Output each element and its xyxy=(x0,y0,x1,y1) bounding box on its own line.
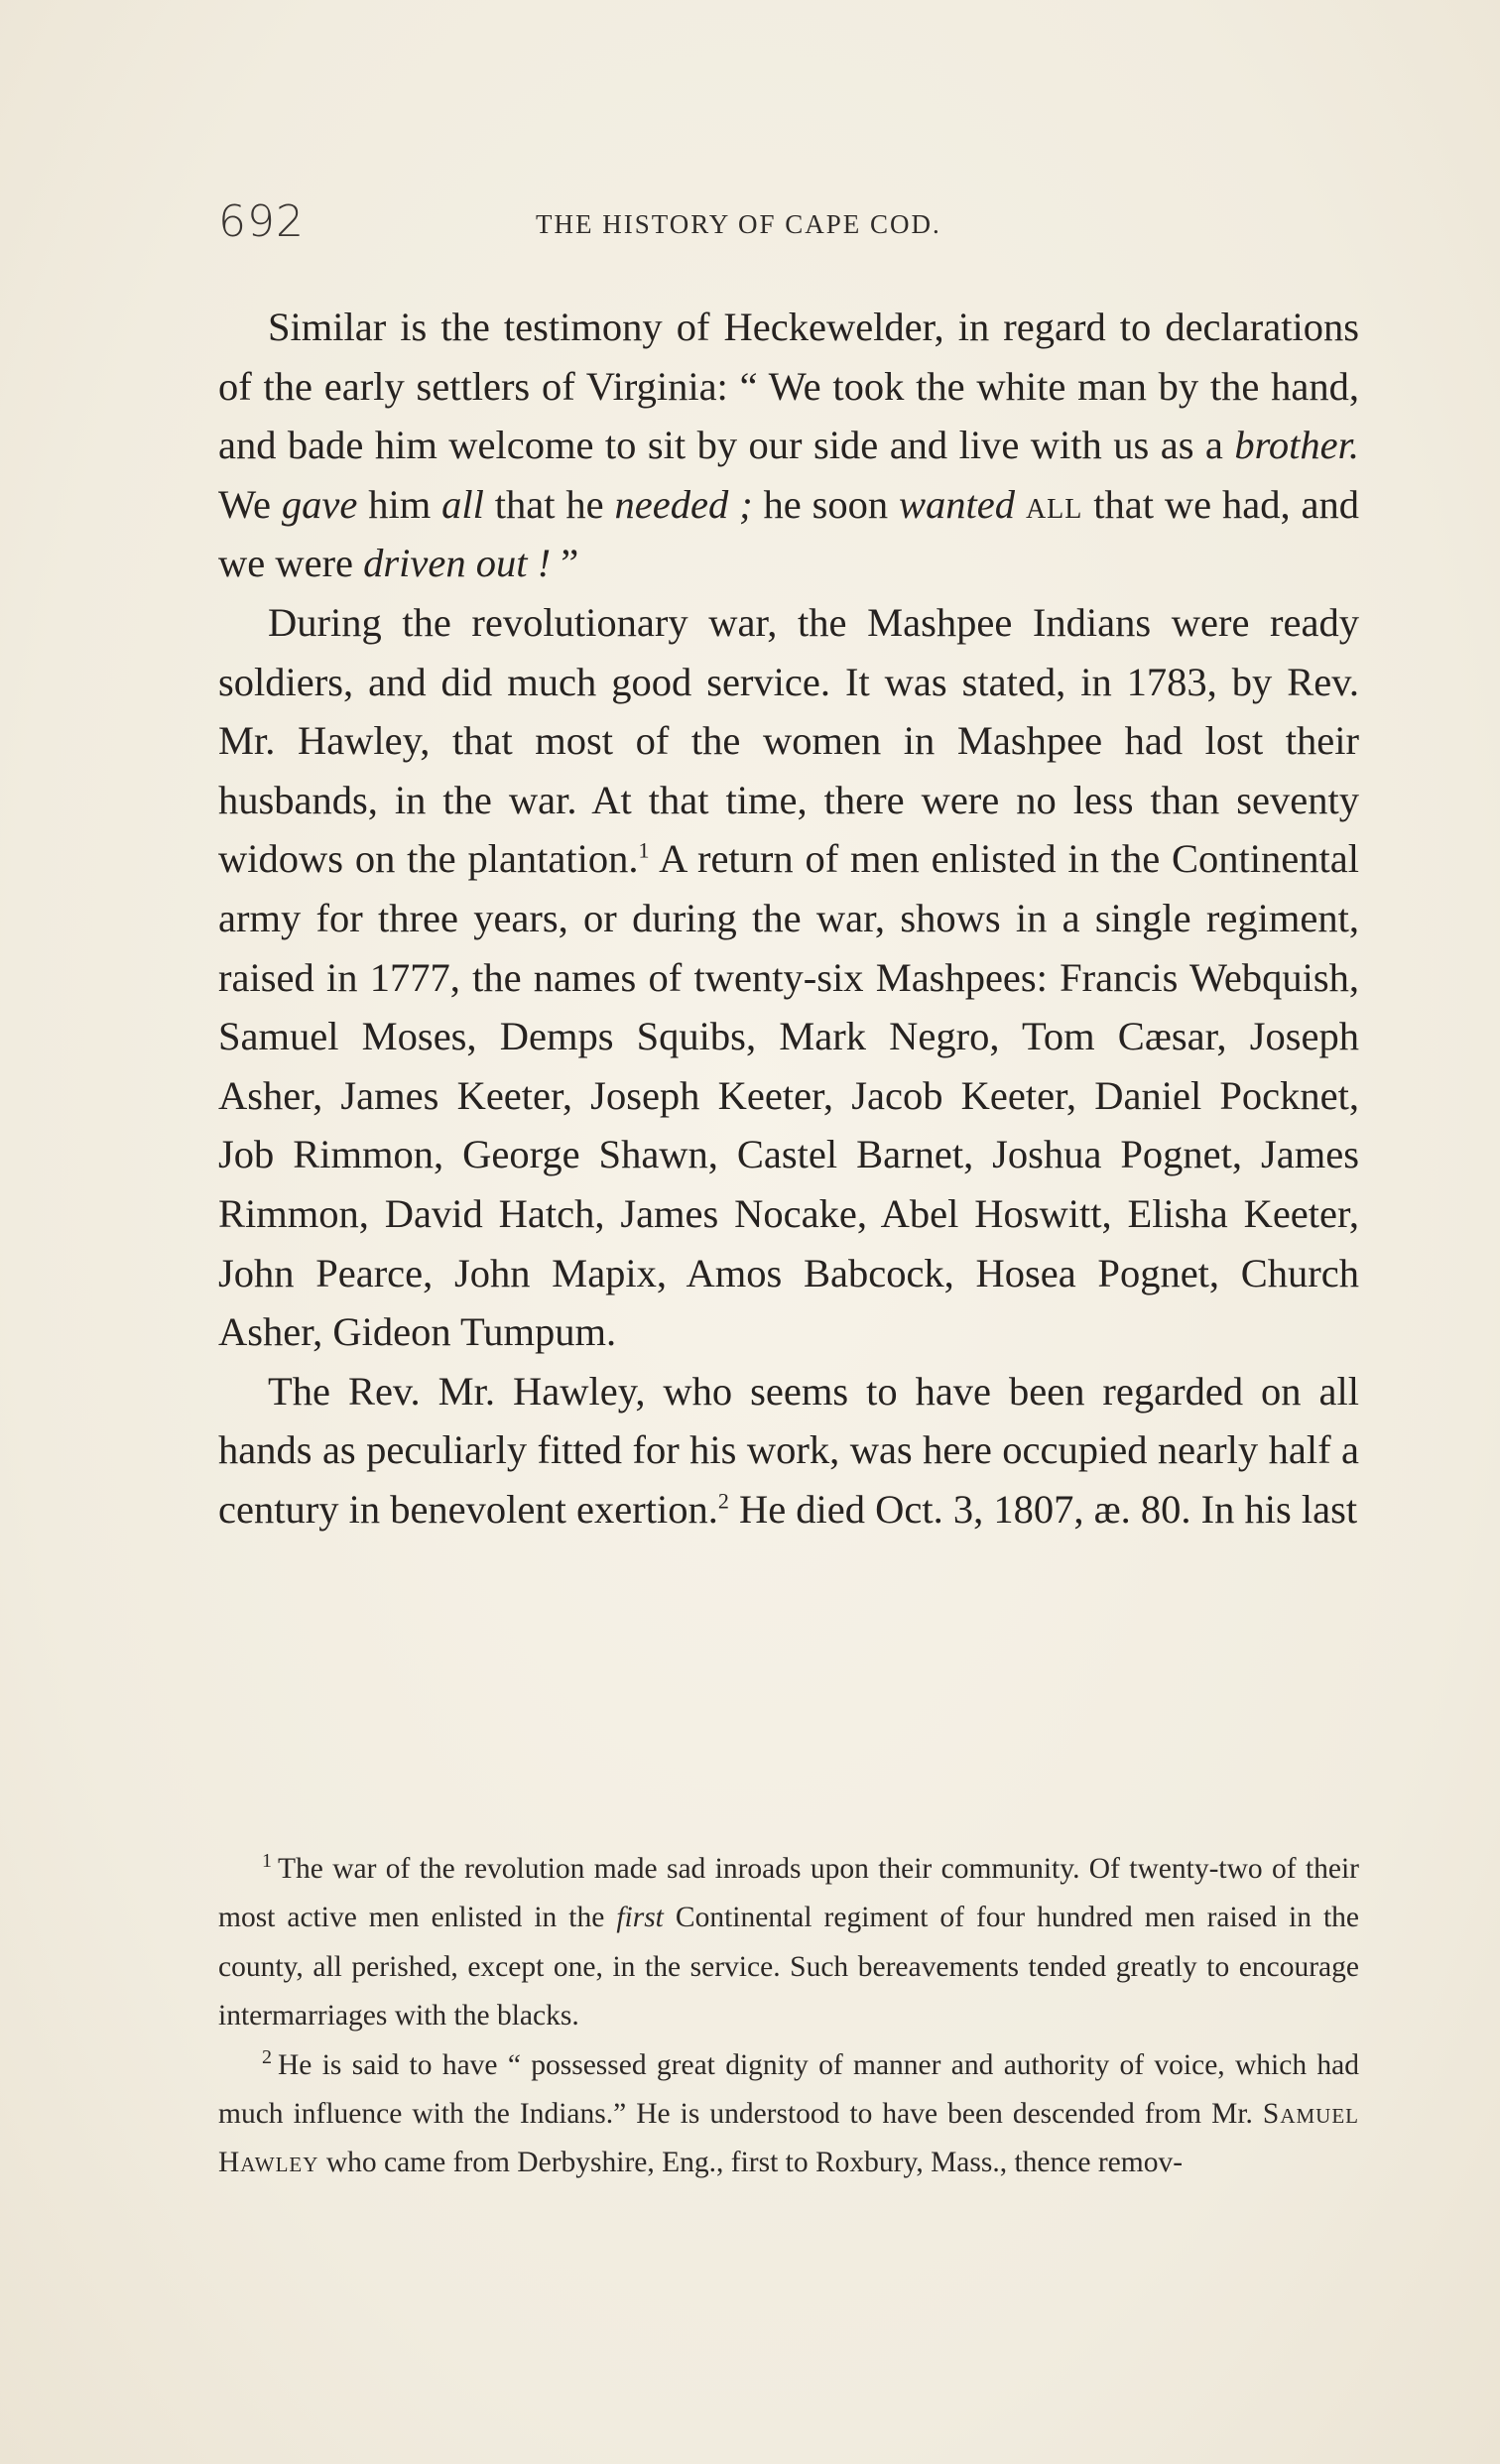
text-run: He died Oct. 3, 1807, æ. 80. In his last xyxy=(728,1486,1358,1532)
text-run: that he xyxy=(483,481,615,527)
text-run: Similar is the testimony of Heckewelder, in regard to declarations of the early settlers of Virginia: “ We took the white man by the hand, and bade him welcome to sit by our side and live with us as a xyxy=(218,305,1359,468)
italic-run: all xyxy=(441,481,484,527)
paragraph-heckewelder xyxy=(218,298,1359,593)
text-run: The war of the revolution made sad inroads upon their community. Of twenty-two of their most active men enlisted in the xyxy=(218,1853,1359,1934)
paragraph-revolutionary-war xyxy=(218,593,1359,1362)
text-run xyxy=(1015,482,1026,527)
footnotes xyxy=(218,1845,1359,2188)
body-text xyxy=(218,298,1359,1539)
text-run: Continental regiment of four hundred men raised in the county, all perished, except one, in the service. Such bereavements tended greatly to encourage intermarriages with the blacks. xyxy=(218,1902,1359,2033)
italic-run: gave xyxy=(281,481,358,527)
page-number: 692 xyxy=(218,196,305,247)
text-run: He is said to have “ possessed great dignity of manner and authority of voice, which had much influence with the Indians.” He is understood to have been descended from Mr. xyxy=(218,2048,1359,2131)
small-caps-run: Samuel Hawley xyxy=(218,2098,1359,2179)
footnote-2 xyxy=(218,2041,1359,2188)
footnote-ref-1: 1 xyxy=(638,837,650,863)
footnote-ref-2: 2 xyxy=(717,1488,729,1514)
text-run: who came from Derbyshire, Eng., first to Roxbury, Mass., thence remov- xyxy=(318,2147,1184,2179)
text-run: ” xyxy=(551,541,579,586)
italic-run: first xyxy=(616,1902,664,1934)
italic-run: brother. xyxy=(1234,423,1359,468)
italic-run: wanted xyxy=(899,481,1016,527)
page-header xyxy=(218,194,1359,250)
text-run: The Rev. Mr. Hawley, who seems to have been regarded on all hands as peculiarly fitted for his work, was here occupied nearly half a century in benevolent exertion. xyxy=(218,1368,1359,1532)
italic-run: driven out ! xyxy=(363,541,552,586)
italic-run: needed ; xyxy=(614,481,753,527)
text-run: We xyxy=(218,481,282,527)
text-run: that we had, and we were xyxy=(218,481,1359,586)
small-caps-run: all xyxy=(1025,481,1083,527)
text-run: A return of men enlisted in the Continental army for three years, or during the war, shows in a single regiment, raised in 1777, the names of twenty-six Mashpees: Francis Webquish, Samuel Moses, Demps Squibs, Mark Negro, Tom Cæsar, Joseph Asher, James Keeter, Joseph Keeter, Jacob Keeter, Daniel Pocknet, Job Rimmon, George Shawn, Castel Barnet, Joshua Pognet, James Rimmon, David Hatch, James Nocake, Abel Hoswitt, Elisha Keeter, John Pearce, John Mapix, Amos Babcock, Hosea Pognet, Church Asher, Gideon Tumpum. xyxy=(218,836,1359,1355)
text-run: During the revolutionary war, the Mashpee Indians were ready soldiers, and did much good service. It was stated, in 1783, by Rev. Mr. Hawley, that most of the women in Mashpee had lost their husbands, in the war. At that time, there were no less than seventy widows on the plantation. xyxy=(218,599,1359,882)
running-title: THE HISTORY OF CAPE COD. xyxy=(536,209,941,239)
footnote-1 xyxy=(218,1845,1359,2041)
text-run: he soon xyxy=(752,481,900,527)
text-run: him xyxy=(357,481,442,527)
footnote-mark: 2 xyxy=(262,2045,272,2068)
footnote-mark: 1 xyxy=(262,1850,272,1873)
paragraph-rev-hawley xyxy=(218,1362,1359,1540)
